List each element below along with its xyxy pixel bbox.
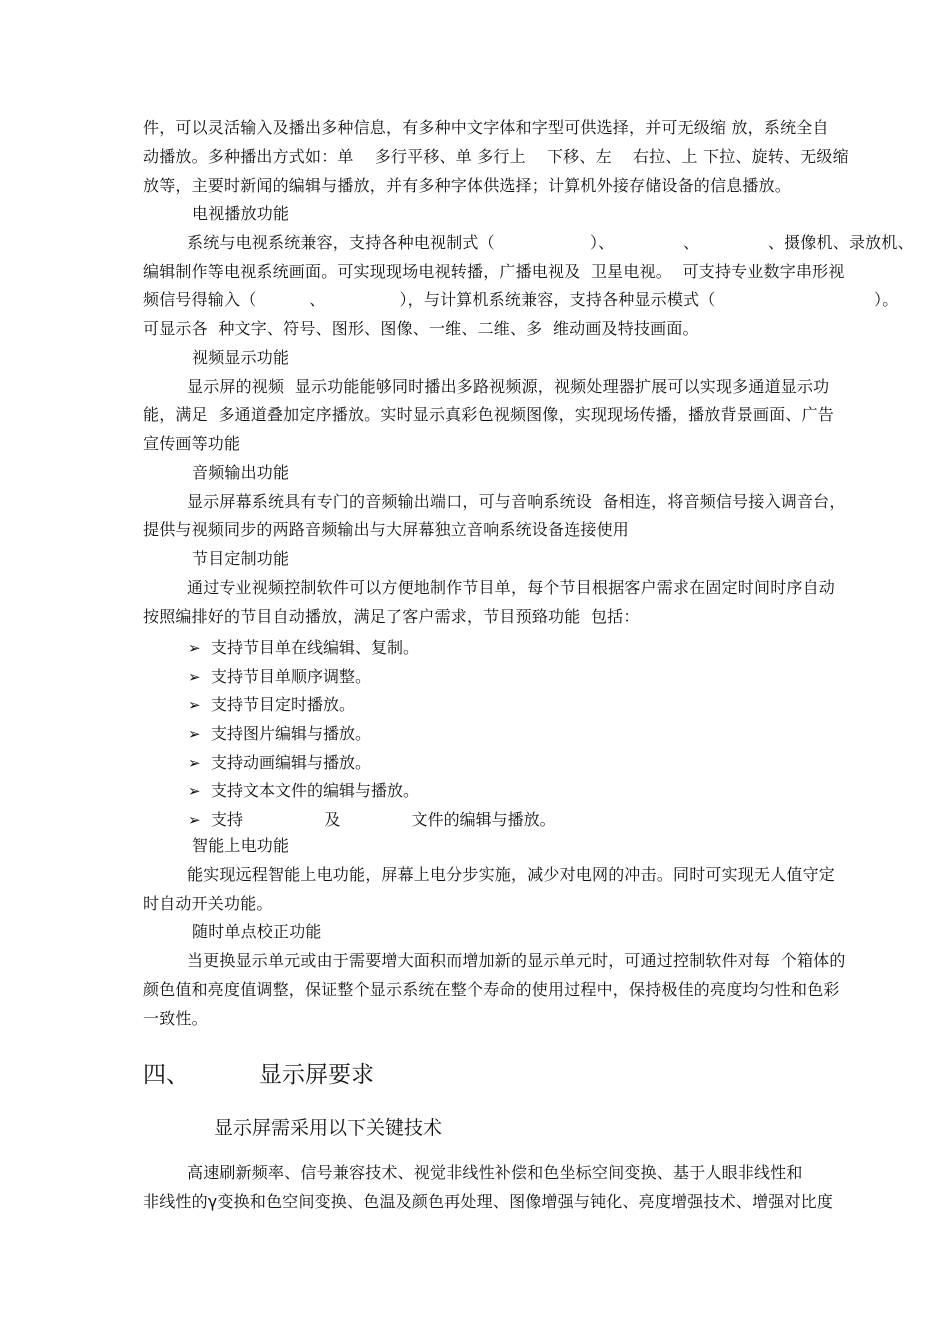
tv-heading: 电视播放功能 xyxy=(192,204,290,223)
video-line-2: 能，满足 多通道叠加定序播放。实时显示真彩色视频图像，实现现场传播，播放背景画面、广告 xyxy=(143,405,834,424)
section-title: 显示屏要求 xyxy=(259,1062,374,1088)
program-line-2: 按照编排好的节目自动播放，满足了客户需求，节目预臵功能 包括： xyxy=(143,607,640,626)
bullet-arrow-icon: ➢ xyxy=(188,668,201,686)
calibration-line-3: 一致性。 xyxy=(143,1009,208,1028)
bullet-arrow-icon: ➢ xyxy=(188,639,201,657)
intro-line-2: 动播放。多种播出方式如：单 多行平移、单 多行上 下移、左 右拉、上 下拉、旋转、无级缩 xyxy=(143,147,849,166)
program-heading: 节目定制功能 xyxy=(192,549,290,568)
program-line-1: 通过专业视频控制软件可以方便地制作节目单，每个节目根据客户需求在固定时间时序自动 xyxy=(187,578,836,597)
list-item: 支持图片编辑与播放。 xyxy=(211,724,372,743)
audio-line-2: 提供与视频同步的两路音频输出与大屏幕独立音响系统设备连接使用 xyxy=(143,520,630,539)
video-line-3: 宣传画等功能 xyxy=(143,434,241,453)
subsection-title: 显示屏需采用以下关键技术 xyxy=(214,1117,443,1139)
bullet-arrow-icon: ➢ xyxy=(188,696,201,714)
calibration-heading: 随时单点校正功能 xyxy=(192,922,322,941)
bullet-arrow-icon: ➢ xyxy=(188,754,201,772)
calibration-line-2: 颜色值和亮度值调整，保证整个显示系统在整个寿命的使用过程中，保持极佳的亮度均匀性和色彩 xyxy=(143,980,840,999)
list-item: 支持动画编辑与播放。 xyxy=(211,753,372,772)
video-heading: 视频显示功能 xyxy=(192,348,290,367)
intro-line-1: 件，可以灵活输入及播出多种信息，有多种中文字体和字型可供选择，并可无级缩 放，系统全自 xyxy=(143,118,829,137)
section-number: 四、 xyxy=(143,1062,189,1088)
section4-line-1: 高速刷新频率、信号兼容技术、视觉非线性补偿和色坐标空间变换、基于人眼非线性和 xyxy=(187,1163,803,1182)
audio-heading: 音频输出功能 xyxy=(192,463,290,482)
video-line-1: 显示屏的视频 显示功能能够同时播出多路视频源，视频处理器扩展可以实现多通道显示功 xyxy=(187,377,830,396)
list-item: 支持 及 文件的编辑与播放。 xyxy=(211,810,556,829)
tv-line-3: 频信号得输入（ 、 ），与计算机系统兼容，支持各种显示模式（ ）。 xyxy=(143,290,899,309)
list-item: 支持文本文件的编辑与播放。 xyxy=(211,781,420,800)
audio-line-1: 显示屏幕系统具有专门的音频输出端口，可与音响系统设 备相连，将音频信号接入调音台， xyxy=(187,492,846,511)
list-item: 支持节目单顺序调整。 xyxy=(211,667,372,686)
tv-line-1: 系统与电视系统兼容，支持各种电视制式（ ）、 、 、摄像机、录放机、 xyxy=(187,233,914,252)
power-line-1: 能实现远程智能上电功能，屏幕上电分步实施，减少对电网的冲击。同时可实现无人值守定 xyxy=(187,865,836,884)
tv-line-2: 编辑制作等电视系统画面。可实现现场电视转播，广播电视及 卫星电视。 可支持专业数字串形视 xyxy=(143,262,845,281)
section4-line-2: 非线性的γ变换和色空间变换、色温及颜色再处理、图像增强与钝化、亮度增强技术、增强对比度 xyxy=(143,1192,834,1211)
power-heading: 智能上电功能 xyxy=(192,836,290,855)
intro-line-3: 放等，主要时新闻的编辑与播放，并有多种字体供选择；计算机外接存储设备的信息播放。 xyxy=(143,176,792,195)
bullet-arrow-icon: ➢ xyxy=(188,811,201,829)
bullet-arrow-icon: ➢ xyxy=(188,782,201,800)
power-line-2: 时自动开关功能。 xyxy=(143,894,273,913)
list-item: 支持节目单在线编辑、复制。 xyxy=(211,638,420,657)
tv-line-4: 可显示各 种文字、符号、图形、图像、一维、二维、多 维动画及特技画面。 xyxy=(143,319,699,338)
calibration-line-1: 当更换显示单元或由于需要增大面积而增加新的显示单元时，可通过控制软件对每 个箱体的 xyxy=(187,951,846,970)
bullet-arrow-icon: ➢ xyxy=(188,725,201,743)
list-item: 支持节目定时播放。 xyxy=(211,695,356,714)
